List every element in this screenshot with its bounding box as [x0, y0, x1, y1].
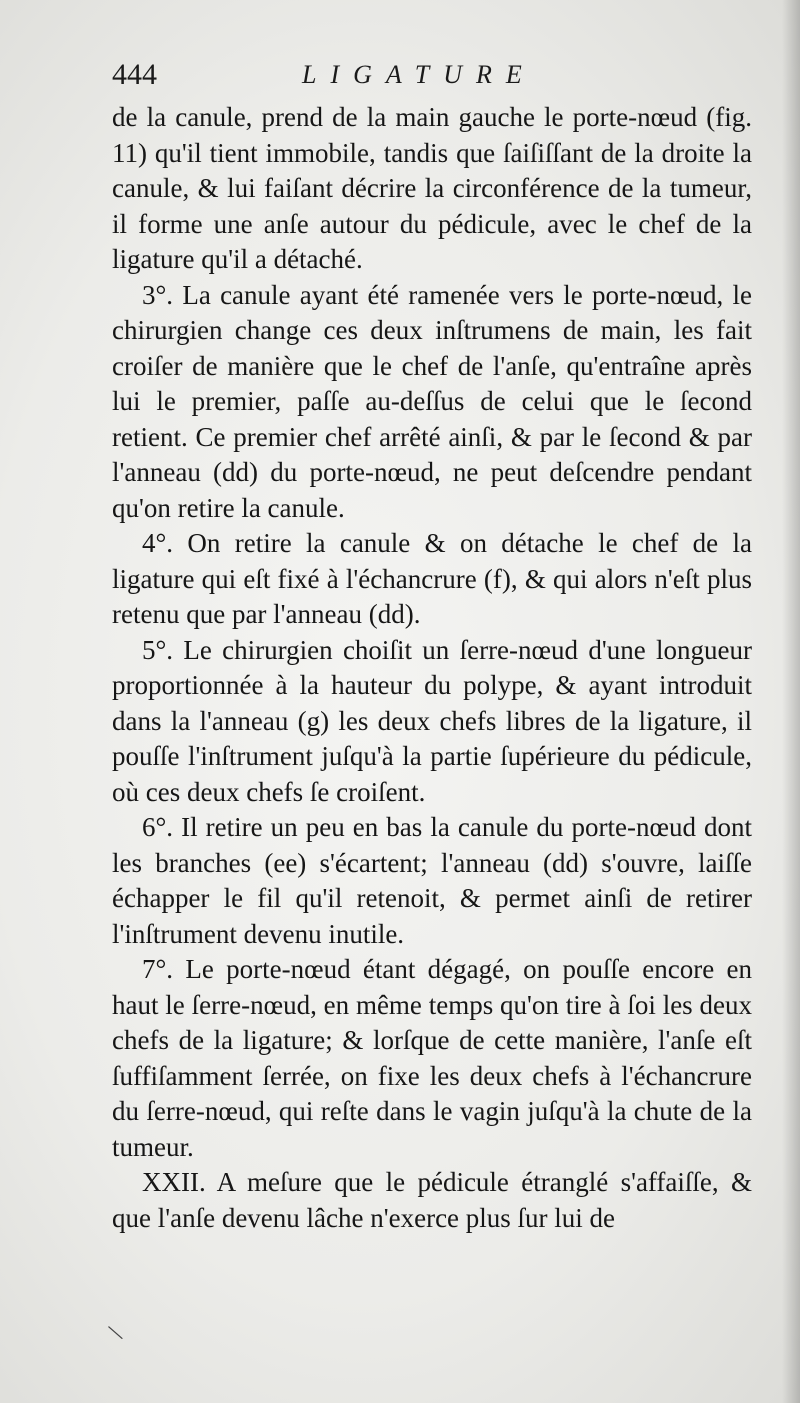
paragraph-step-4: 4°. On retire la canule & on détache le chef de la ligature qui eſt fixé à l'échancrure (f), & qui alors n'eſt plus retenu que par l'anneau (dd). — [112, 528, 752, 629]
paragraph-step-6: 6°. Il retire un peu en bas la canule du porte-nœud dont les branches (ee) s'écartent; l'anneau (dd) s'ouvre, laiſſe échapper le fil qu'il retenoit, & permet ainſi de retirer l'inſtrument devenu inutile. — [112, 812, 752, 949]
running-head: LIGATURE — [302, 60, 536, 89]
body-text — [112, 100, 752, 1236]
page-edge-shadow — [782, 0, 800, 1403]
paragraph-continuation: de la canule, prend de la main gauche le porte-nœud (fig. 11) qu'il tient immobile, tandis que ſaiſiſſant de la droite la canule, & lui faiſant décrire la circonférence de la tumeur, il forme une anſe autour du pédicule, avec le chef de la ligature qu'il a détaché. — [112, 102, 752, 274]
paragraph-section-xxii: XXII. A meſure que le pédicule étranglé s'affaiſſe, & que l'anſe devenu lâche n'exerce plus ſur lui de — [112, 1167, 752, 1233]
paragraph-step-7: 7°. Le porte-nœud étant dégagé, on pouſſe encore en haut le ſerre-nœud, en même temps qu'on tire à ſoi les deux chefs de la ligature; & lorſque de cette manière, l'anſe eſt ſuffiſamment ſerrée, on fixe les deux chefs à l'échancrure du ſerre-nœud, qui reſte dans le vagin juſqu'à la chute de la tumeur. — [112, 954, 752, 1162]
page-number: 444 — [112, 58, 157, 91]
page-header — [112, 58, 752, 98]
paragraph-step-5: 5°. Le chirurgien choiſit un ſerre-nœud d'une longueur proportionnée à la hauteur du polype, & ayant introduit dans la l'anneau (g) les deux chefs libres de la ligature, il pouſſe l'inſtrument juſqu'à la partie ſupérieure du pédicule, où ces deux chefs ſe croiſent. — [112, 634, 752, 807]
paragraph-step-3: 3°. La canule ayant été ramenée vers le porte-nœud, le chirurgien change ces deux inſtrumens de main, les fait croiſer de manière que le chef de l'anſe, qu'entraîne après lui le premier, paſſe au-deſſus de celui que le ſecond retient. Ce premier chef arrêté ainſi, & par le ſecond & par l'anneau (dd) du porte-nœud, ne peut deſcendre pendant qu'on retire la canule. — [112, 279, 752, 523]
stray-mark: \ — [104, 1318, 126, 1347]
